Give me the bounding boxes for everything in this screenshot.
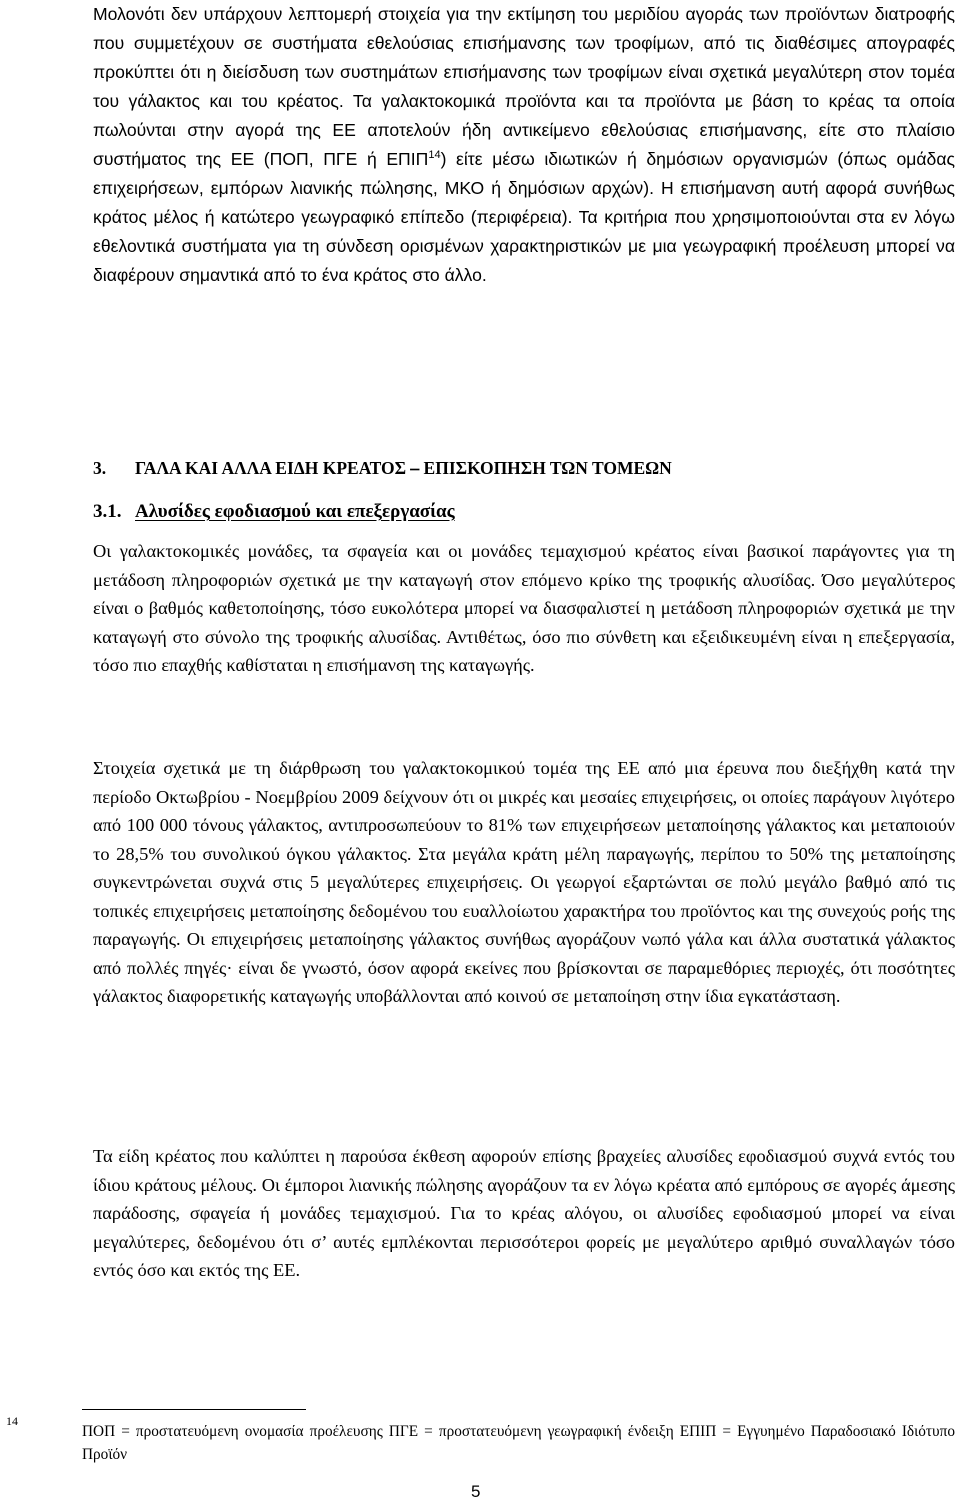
footnote-text: ΠΟΠ = προστατευόμενη ονομασία προέλευσης ΠΓΕ = προστατευόμενη γεωγραφική ένδειξη ΕΠΙΠ = Εγγυημένο Παραδοσιακό Ιδιότυπο Προϊόν (82, 1423, 955, 1463)
section-number: 3. (93, 458, 107, 478)
intro-paragraph-text: Μολονότι δεν υπάρχουν λεπτομερή στοιχεία για την εκτίμηση του μεριδίου αγοράς των προϊόντων διατροφής που συμμετέχουν σε συστήματα εθελούσιας επισήμανσης των τροφίμων, από τις διαθέσιμες απογραφές προκύπτει ότι η διείσδυση των συστημάτων επισήμανσης των τροφίμων είναι σχετικά μεγαλύτερη στον τομέα του γάλακτος και του κρέατος. Τα γαλακτοκομικά προϊόντα και τα προϊόντα με βάση το κρέας τα οποία πωλούνται στην αγορά της ΕΕ αποτελούν ήδη αντικείμενο εθελούσιας επισήμανσης, είτε στο πλαίσιο συστήματος της ΕΕ (ΠΟΠ, ΠΓΕ ή ΕΠΙΠ (93, 4, 955, 169)
footnote-mark: 14 (6, 1414, 18, 1428)
paragraph-meat-types: Τα είδη κρέατος που καλύπτει η παρούσα έκθεση αφορούν επίσης βραχείες αλυσίδες εφοδιασμού συχνά εντός του ίδιου κράτους μέλους. Οι έμποροι λιανικής πώλησης αγοράζουν τα εν λόγω κρέατα από εμπόρους σε αγορές άμεσης παράδοσης, σφαγεία ή μονάδες τεμαχισμού. Για το κρέας αλόγου, οι αλυσίδες εφοδιασμού μπορεί να είναι μεγαλύτερες, δεδομένου ότι σ’ αυτές εμπλέκονται περισσότεροι φορείς με μεγαλύτερο αριθμό συναλλαγών τόσο εντός όσο και εκτός της ΕΕ. (93, 1146, 955, 1280)
section-title: ΓΑΛΑ ΚΑΙ ΑΛΛΑ ΕΙΔΗ ΚΡΕΑΤΟΣ ⎯ ΕΠΙΣΚΟΠΗΣΗ ΤΩΝ ΤΟΜΕΩΝ (135, 458, 672, 478)
subsection-number: 3.1. (93, 501, 122, 522)
footnote-separator (82, 1409, 306, 1410)
paragraph-dairy-sector: Στοιχεία σχετικά με τη διάρθρωση του γαλακτοκομικού τομέα της ΕΕ από μια έρευνα που διεξήχθη κατά την περίοδο Οκτωβρίου - Νοεμβρίου 2009 δείχνουν ότι οι μικρές και μεσαίες επιχειρήσεις, οι οποίες παράγουν λιγότερο από 100 000 τόνους γάλακτος, αντιπροσωπεύουν το 81% των επιχειρήσεων μεταποίησης γάλακτος και μεταποιούν το 28,5% του συνολικού όγκου γάλακτος. Στα μεγάλα κράτη μέλη παραγωγής, περίπου το 50% της μεταποίησης συγκεντρώνεται συχνά στις 5 μεγαλύτερες επιχειρήσεις. Οι γεωργοί εξαρτώνται σε πολύ μεγάλο βαθμό από τις τοπικές επιχειρήσεις μεταποίησης δεδομένου του ευαλλοίωτου χαρακτήρα του προϊόντος και της συνεχούς ροής της παραγωγής. Οι επιχειρήσεις μεταποίησης γάλακτος συνήθως αγοράζουν νωπό γάλα και άλλα συστατικά γάλακτος από πολλές πηγές· είναι δε γνωστό, όσον αφορά εκείνες που βρίσκονται σε παραμεθόριες περιοχές, ότι ποσότητες γάλακτος διαφορετικής καταγωγής υποβάλλονται από κοινού σε μεταποίηση στην ίδια εγκατάσταση. (93, 758, 955, 1006)
intro-paragraph (93, 0, 955, 290)
footnote-reference[interactable]: 14 (428, 149, 441, 161)
subsection-title: Αλυσίδες εφοδιασμού και επεξεργασίας (135, 501, 455, 522)
page-number: 5 (471, 1482, 481, 1501)
paragraph-supply-chains: Οι γαλακτοκομικές μονάδες, τα σφαγεία και οι μονάδες τεμαχισμού κρέατος είναι βασικοί παράγοντες για τη μετάδοση πληροφοριών σχετικά με την καταγωγή στον επόμενο κρίκο της τροφικής αλυσίδας. Όσο μεγαλύτερος είναι ο βαθμός καθετοποίησης, τόσο ευκολότερα μπορεί να διασφαλιστεί η μετάδοση πληροφοριών σχετικά με την καταγωγή στο σύνολο της τροφικής αλυσίδας. Αντιθέτως, όσο πιο σύνθετη και εξειδικευμένη είναι η επεξεργασία, τόσο πιο επαχθής καθίσταται η επισήμανση της καταγωγής. (93, 541, 955, 675)
intro-paragraph-text-continued: ) είτε μέσω ιδιωτικών ή δημόσιων οργανισμών (όπως ομάδας επιχειρήσεων, εμπόρων λιανικής πώλησης, ΜΚΟ ή δημόσιων αρχών). Η επισήμανση αυτή αφορά συνήθως κράτος μέλος ή κατώτερο γεωγραφικό επίπεδο (περιφέρεια). Τα κριτήρια που χρησιμοποιούνται στα εν λόγω εθελοντικά συστήματα για τη σύνδεση ορισμένων χαρακτηριστικών με μια γεωγραφική προέλευση μπορεί να διαφέρουν σημαντικά από το ένα κράτος στο άλλο. (93, 149, 955, 285)
